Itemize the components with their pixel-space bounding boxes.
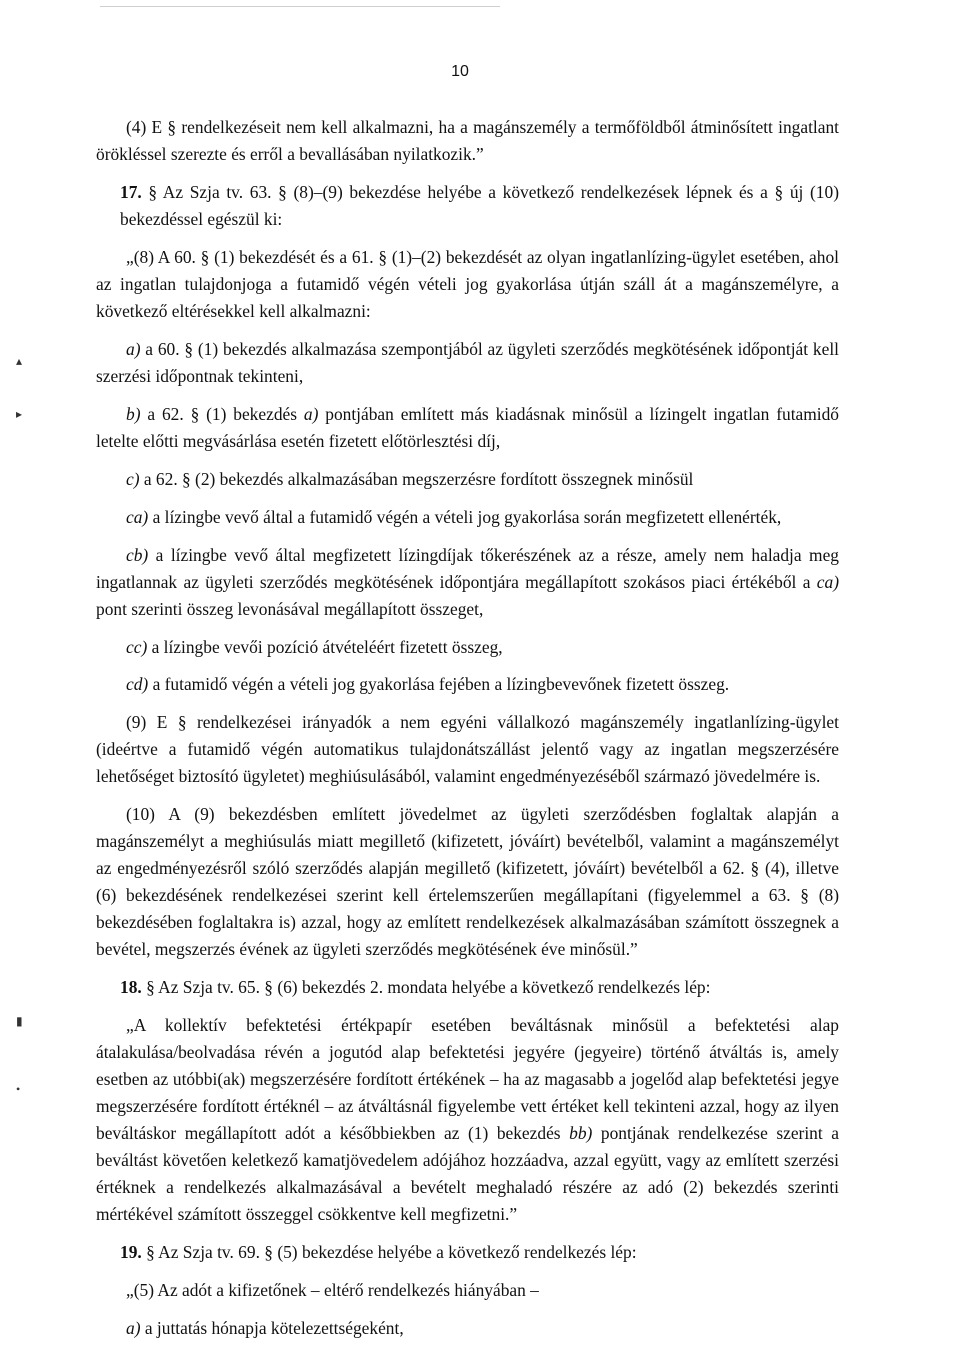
margin-mark: ▸ [16,407,23,421]
point-cc: cc) a lízingbe vevői pozíció átvételéért fizetett összeg, [126,636,503,657]
paragraph-19-5: „(5) Az adót a kifizetőnek – eltérő rendelkezés hiányában – [126,1279,539,1300]
point-c: c) a 62. § (2) bekezdés alkalmazásában megszerzésre fordított összegnek minősül [126,468,694,489]
point-ca: ca) a lízingbe vevő által a futamidő végén a vételi jog gyakorlása során megfizetett ellenérték, [126,506,782,527]
section-18-heading: 18. § Az Szja tv. 65. § (6) bekezdés 2. mondata helyébe a következő rendelkezés lép: [120,977,711,998]
paragraph-9: (9) E § rendelkezései irányadók a nem egyéni vállalkozó magánszemély ingatlanlízing-ügylet (ideértve a futamidő végén automatikus tulajdonátszállást jelentő vagy az ingatlan megszerzésére lehetőséget biztosító ügyletet) meghiúsulásából, valamint engedményezéséből származó jövedelmére is. [96,712,839,787]
point-b: b) a 62. § (1) bekezdés a) pontjában említett más kiadásnak minősül a lízingelt ingatlan futamidő letelte előtti megvásárlása esetén fizetett előtörlesztési díj, [96,403,839,451]
page-number: 10 [451,63,469,80]
section-17-heading: 17. § Az Szja tv. 63. § (8)–(9) bekezdése helyébe a következő rendelkezések lépnek és a § új (10) bekezdéssel egészül ki: [120,181,839,229]
document-body [96,114,839,1342]
section-18-quote: „A kollektív befektetési értékpapír esetében beváltásnak minősül a befektetési alap átalakulása/beolvadása révén a jogutód alap befektetési jegyére (jegyeire) történő átváltás is, amely esetben az utóbbi(ak) megszerzésére fordított értékének – ha az magasabb a jogelőd alap befektetési jegye megszerzésére fordított értéknél – az átváltásnál figyelembe vett értéket kell tekinteni azzal, hogy az ilyen beváltáskor megállapított adót a későbbiekben az (1) bekezdés bb) pontjának rendelkezése szerint a beváltást követően keletkező kamatjövedelem adójához hozzáadva, azzal együtt, vagy az említett szerzési értéknek a rendelkezés alkalmazásával a bevételt meghaladó részére az adó (2) bekezdés szerinti mértékével számított összeggel csökkentve kell megfizetni.” [96,1015,839,1224]
point-cb: cb) a lízingbe vevő által megfizetett lízingdíjak tőkerészének az a része, amely nem haladja meg ingatlannak az ügyleti szerződés megkötésének időpontjára megállapított szokásos piaci értékéből a ca) pont szerinti összeg levonásával megállapított összeget, [96,544,839,619]
point-19-a: a) a juttatás hónapja kötelezettségeként, [126,1317,404,1338]
paragraph-8: „(8) A 60. § (1) bekezdését és a 61. § (1)–(2) bekezdését az olyan ingatlanlízing-ügylet esetében, ahol az ingatlan tulajdonjoga a futamidő végén vételi jog gyakorlása útján száll át a magánszemélyre, a következő eltérésekkel kell alkalmazni: [96,246,839,321]
paragraph-4: (4) E § rendelkezéseit nem kell alkalmazni, ha a magánszemély a termőföldből átminősített ingatlant örökléssel szerezte és erről a bevallásában nyilatkozik.” [96,117,839,164]
paragraph-10: (10) A (9) bekezdésben említett jövedelmet az ügyleti szerződésben foglaltak alapján a magánszemélyt a meghiúsulás miatt megillető (kifizetett, jóváírt) bevételből, valamint a magánszemélyt az engedményezésről szóló szerződés alapján megillető (kifizetett, jóváírt) bevételből a 62. § (4), illetve (6) bekezdésének rendelkezései szerint kell értelemszerűen megállapítani (figyelemmel a 63. § (8) bekezdésében foglaltakra is) azzal, hogy az említett rendelkezések alkalmazásában számított összegnek a bevétel, megszerzés évének az ügyleti szerződés megkötésének éve minősül.” [96,804,839,960]
scan-edge-line [100,6,500,7]
point-cd: cd) a futamidő végén a vételi jog gyakorlása fejében a lízingbevevőnek fizetett összeg. [126,674,730,695]
margin-mark: ▴ [16,354,23,368]
margin-mark: ▮ [16,1014,23,1028]
margin-mark: • [16,1082,21,1096]
point-a: a) a 60. § (1) bekezdés alkalmazása szempontjából az ügyleti szerződés megkötésének időpontját kell szerzési időpontnak tekinteni, [96,338,839,386]
section-19-heading: 19. § Az Szja tv. 69. § (5) bekezdése helyébe a következő rendelkezés lép: [120,1241,637,1262]
